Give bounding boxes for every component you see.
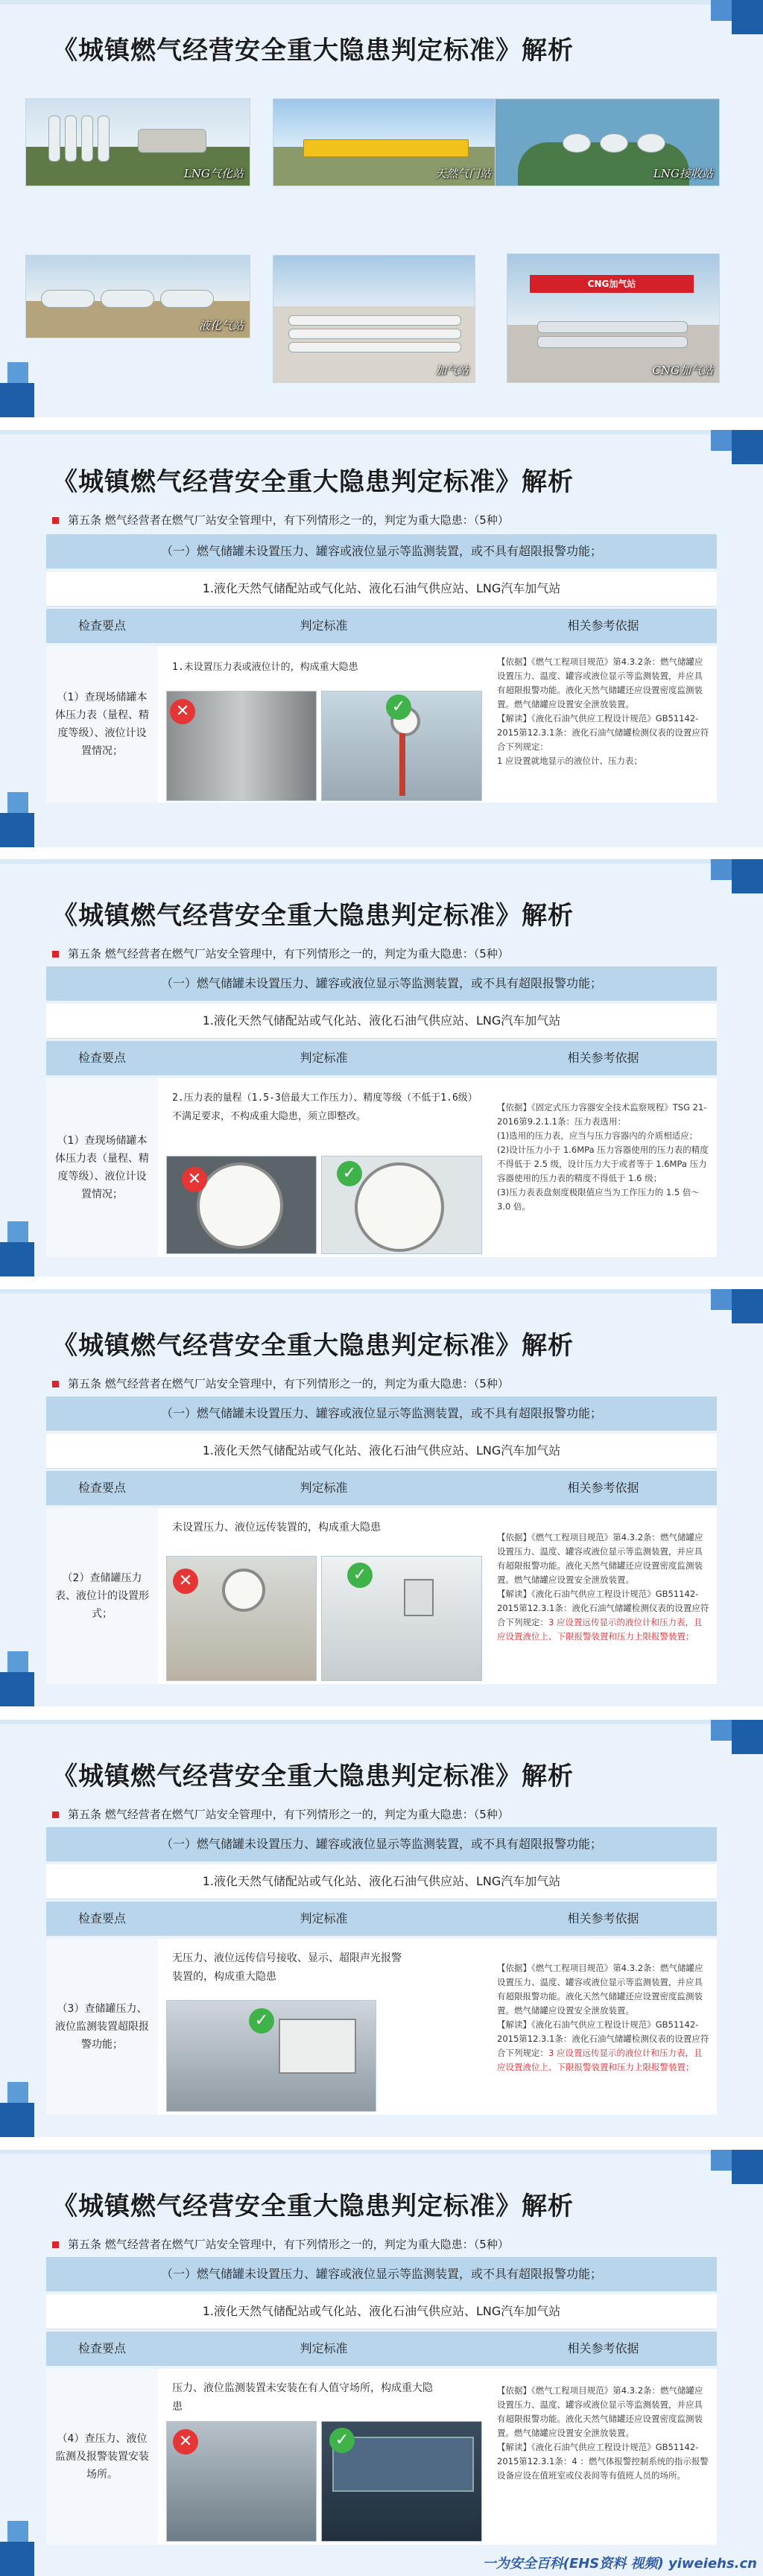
reference-highlight: 3 应设置远传显示的液位计和压力表，且应设置液位上、下限报警装置和压力上限报警装置； xyxy=(497,1617,703,1642)
corner-decoration xyxy=(711,0,732,21)
bullet-icon xyxy=(52,517,59,524)
reference-text: 【依据】《燃气工程项目规范》第4.3.2条：燃气储罐应设置压力、温度、罐容或液位显示等监测装置，并应具有超限报警功能。液化天然气储罐还应设置密度监测装置。燃气储罐应设置安全泄放装置。 【解读】《液化石油气供应工程设计规范》GB51142-2015第12.3.1条：液化石油气储罐检测仪表的设置应符合下列规定： xyxy=(497,1532,709,1627)
table-header xyxy=(46,1041,717,1075)
bullet-icon xyxy=(52,1811,59,1818)
reference-cell xyxy=(490,2369,717,2545)
slide-1 xyxy=(0,0,763,417)
reference-text: 【依据】《燃气工程项目规范》第4.3.2条：燃气储罐应设置压力、温度、罐容或液位显示等监测装置，并应具有超限报警功能。液化天然气储罐还应设置密度监测装置。燃气储罐应设置安全泄放装置。 【解读】《液化石油气供应工程设计规范》GB51142-2015第12.3.1条：液化石油气储罐检测仪表的设置应符合下列规定： 1 应设置就地显示的液位计、压力表； xyxy=(497,656,709,766)
criteria-text: 未设置压力、液位远传装置的，构成重大隐患 xyxy=(172,1522,381,1534)
check-mark-icon: ✓ xyxy=(329,2428,355,2453)
page-title: 《城镇燃气经营安全重大隐患判定标准》解析 xyxy=(52,467,574,497)
table-header xyxy=(46,2332,717,2366)
check-mark-icon: ✓ xyxy=(386,694,411,720)
reference-text: 【依据】《固定式压力容器安全技术监察规程》TSG 21-2016第9.2.1.1条：压力表选用： (1)选用的压力表，应当与压力容器内的介质相适应；(2)设计压力小于 1.6MPa 压力容器使用的压力表的精度不得低于 2.5 级，设计压力大于或者等于 1.6MPa 压力容器使用的压力表的精度不得低于 1.6 级； (3)压力表表盘刻度极限值应当为工作压力的 1.5 倍～3.0 倍。 xyxy=(497,1102,709,1212)
photo-gas-filling-station xyxy=(273,255,475,383)
bullet-icon xyxy=(52,1381,59,1387)
scope-bar: 1.液化天然气储配站或气化站、液化石油气供应站、LNG汽车加气站 xyxy=(46,1434,717,1469)
photo-tank-with-gauge xyxy=(321,691,482,801)
photo-caption: LNG气化站 xyxy=(183,167,244,180)
page-title: 《城镇燃气经营安全重大隐患判定标准》解析 xyxy=(52,2192,574,2221)
slide-2 xyxy=(0,430,763,847)
slide-5 xyxy=(0,1720,763,2137)
header-reference: 相关参考依据 xyxy=(567,1051,639,1065)
header-criteria: 判定标准 xyxy=(300,1911,348,1925)
bullet-icon xyxy=(52,2241,59,2248)
header-reference: 相关参考依据 xyxy=(567,1911,639,1925)
slide-3 xyxy=(0,859,763,1276)
reference-highlight: 3 应设置远传显示的液位计和压力表，且应设置液位上、下限报警装置和压力上限报警装置； xyxy=(497,2048,703,2072)
page-title: 《城镇燃气经营安全重大隐患判定标准》解析 xyxy=(52,36,574,66)
criteria-cell xyxy=(162,2369,486,2545)
article-text: 第五条 燃气经营者在燃气厂站安全管理中，有下列情形之一的，判定为重大隐患：（5种） xyxy=(68,1808,509,1821)
scope-bar: 1.液化天然气储配站或气化站、液化石油气供应站、LNG汽车加气站 xyxy=(46,2294,717,2329)
check-point-cell: （2）查储罐压力表、液位计的设置形式； xyxy=(46,1508,158,1684)
criteria-text: 2.压力表的量程（1.5-3倍最大工作压力）、精度等级（不低于1.6级）不满足要求，不构成重大隐患，须立即整改。 xyxy=(172,1092,478,1122)
article-text: 第五条 燃气经营者在燃气厂站安全管理中，有下列情形之一的，判定为重大隐患：（5种） xyxy=(68,947,509,961)
corner-decoration xyxy=(7,362,28,383)
photo-natural-gas-gate-station xyxy=(273,98,498,186)
corner-decoration xyxy=(0,383,34,417)
corner-decoration xyxy=(732,1720,763,1754)
photo-caption: 天然气门站 xyxy=(434,167,491,180)
header-criteria: 判定标准 xyxy=(300,1051,348,1065)
corner-decoration xyxy=(7,792,28,813)
corner-decoration xyxy=(711,2150,732,2171)
reference-cell xyxy=(490,1508,717,1684)
reference-cell xyxy=(490,1939,717,2115)
corner-decoration xyxy=(0,2542,34,2576)
photo-lpg-station xyxy=(25,255,250,338)
scope-bar: 1.液化天然气储配站或气化站、液化石油气供应站、LNG汽车加气站 xyxy=(46,1864,717,1899)
table-row xyxy=(46,2369,717,2545)
station-sign: CNG加气站 xyxy=(530,275,694,293)
corner-decoration xyxy=(7,1221,28,1242)
corner-decoration xyxy=(732,1289,763,1323)
corner-decoration xyxy=(0,1672,34,1706)
corner-decoration xyxy=(732,430,763,464)
photo-caption: LNG接收站 xyxy=(653,167,713,180)
corner-decoration xyxy=(7,2082,28,2103)
header-check-points: 检查要点 xyxy=(77,1481,126,1495)
header-check-points: 检查要点 xyxy=(77,2341,126,2355)
corner-decoration xyxy=(0,2103,34,2137)
check-point-cell: （1）查现场储罐本体压力表（量程、精度等级）、液位计设置情况； xyxy=(46,1078,158,1257)
photo-gauge-wrong-range xyxy=(166,1156,317,1254)
table-header xyxy=(46,1902,717,1936)
subheading-bar: （一）燃气储罐未设置压力、罐容或液位显示等监测装置，或不具有超限报警功能； xyxy=(46,2257,717,2291)
cross-mark-icon: ✕ xyxy=(170,699,195,724)
header-reference: 相关参考依据 xyxy=(567,618,639,633)
cross-mark-icon: ✕ xyxy=(182,1167,207,1192)
photo-caption: CNG加气站 xyxy=(652,364,713,377)
check-point-cell: （4）查压力、液位监测及报警装置安装场所。 xyxy=(46,2369,158,2545)
corner-decoration xyxy=(732,0,763,34)
table-row xyxy=(46,1078,717,1257)
article-text: 第五条 燃气经营者在燃气厂站安全管理中，有下列情形之一的，判定为重大隐患：（5种） xyxy=(68,1377,509,1390)
header-check-points: 检查要点 xyxy=(77,1051,126,1065)
page-title: 《城镇燃气经营安全重大隐患判定标准》解析 xyxy=(52,901,574,931)
photo-lng-gasification-station xyxy=(25,98,250,186)
photo-caption: 加气站 xyxy=(434,364,469,377)
header-reference: 相关参考依据 xyxy=(567,1481,639,1495)
check-point-cell: （1）查现场储罐本体压力表（量程、精度等级）、液位计设置情况； xyxy=(46,646,158,803)
page-title: 《城镇燃气经营安全重大隐患判定标准》解析 xyxy=(52,1331,574,1361)
corner-decoration xyxy=(711,859,732,880)
photo-lng-receiving-station xyxy=(495,98,720,186)
criteria-text: 压力、液位监测装置未安装在有人值守场所，构成重大隐患 xyxy=(172,2382,433,2413)
article-text: 第五条 燃气经营者在燃气厂站安全管理中，有下列情形之一的，判定为重大隐患：（5种） xyxy=(68,513,509,527)
article-line xyxy=(52,2236,509,2252)
corner-decoration xyxy=(0,813,34,847)
criteria-text: 1.未设置压力表或液位计的，构成重大隐患 xyxy=(172,662,358,673)
subheading-bar: （一）燃气储罐未设置压力、罐容或液位显示等监测装置，或不具有超限报警功能； xyxy=(46,966,717,1001)
article-line xyxy=(52,1376,509,1391)
table-header xyxy=(46,1471,717,1505)
corner-decoration xyxy=(711,430,732,451)
header-criteria: 判定标准 xyxy=(300,618,348,633)
slide-6 xyxy=(0,2150,763,2576)
subheading-bar: （一）燃气储罐未设置压力、罐容或液位显示等监测装置，或不具有超限报警功能； xyxy=(46,534,717,569)
corner-decoration xyxy=(732,859,763,893)
criteria-cell xyxy=(162,1508,486,1684)
photo-gauge-correct-range xyxy=(321,1156,482,1254)
reference-text: 【依据】《燃气工程项目规范》第4.3.2条：燃气储罐应设置压力、温度、罐容或液位显示等监测装置，并应具有超限报警功能。液化天然气储罐还应设置密度监测装置。燃气储罐应设置安全泄放装置。 【解读】《液化石油气供应工程设计规范》GB51142-2015第12.3.1条：液化石油气储罐检测仪表的设置应符合下列规定： xyxy=(497,1963,709,2058)
photo-cng-station xyxy=(507,253,720,383)
article-line xyxy=(52,512,509,528)
criteria-cell xyxy=(162,1078,486,1257)
cross-mark-icon: ✕ xyxy=(173,2429,198,2455)
reference-cell xyxy=(490,1078,717,1257)
check-point-cell: （3）查储罐压力、液位监测装置超限报警功能； xyxy=(46,1939,158,2115)
criteria-cell xyxy=(162,646,486,803)
header-reference: 相关参考依据 xyxy=(567,2341,639,2355)
bullet-icon xyxy=(52,951,59,958)
corner-decoration xyxy=(7,2521,28,2542)
criteria-cell xyxy=(162,1939,486,2115)
article-line xyxy=(52,1806,509,1822)
photo-local-gauge-only xyxy=(166,1556,317,1681)
scope-bar: 1.液化天然气储配站或气化站、液化石油气供应站、LNG汽车加气站 xyxy=(46,572,717,607)
scope-bar: 1.液化天然气储配站或气化站、液化石油气供应站、LNG汽车加气站 xyxy=(46,1004,717,1039)
photo-caption: 液化气站 xyxy=(198,319,244,332)
check-mark-icon: ✓ xyxy=(249,2008,274,2034)
photo-remote-transmitter xyxy=(321,1556,482,1681)
footer-watermark-link[interactable]: 一为安全百科(EHS资料 视频) yiweiehs.cn xyxy=(482,2556,757,2572)
article-text: 第五条 燃气经营者在燃气厂站安全管理中，有下列情形之一的，判定为重大隐患：（5种） xyxy=(68,2238,509,2251)
table-row xyxy=(46,646,717,803)
cross-mark-icon: ✕ xyxy=(173,1569,198,1594)
photo-monitoring-room xyxy=(321,2421,482,2542)
table-header xyxy=(46,609,717,643)
header-check-points: 检查要点 xyxy=(77,618,126,633)
header-check-points: 检查要点 xyxy=(77,1911,126,1925)
check-mark-icon: ✓ xyxy=(337,1161,362,1186)
corner-decoration xyxy=(711,1720,732,1741)
table-row xyxy=(46,1939,717,2115)
reference-text: 【依据】《燃气工程项目规范》第4.3.2条：燃气储罐应设置压力、温度、罐容或液位显示等监测装置，并应具有超限报警功能。液化天然气储罐还应设置密度监测装置。燃气储罐应设置安全泄放装置。 【解读】《液化石油气供应工程设计规范》GB51142-2015第12.3.1条：4 ：燃气体报警控制系统的指示报警设备应设在值班室或仪表间等有值班人员的场所。 xyxy=(497,2385,709,2481)
check-mark-icon: ✓ xyxy=(347,1563,373,1588)
corner-decoration xyxy=(0,1242,34,1276)
photo-alarm-control-room xyxy=(166,2000,376,2112)
criteria-text: 无压力、液位远传信号接收、显示、超限声光报警装置的，构成重大隐患 xyxy=(172,1952,402,1983)
photo-tank-without-gauge xyxy=(166,691,317,801)
header-criteria: 判定标准 xyxy=(300,2341,348,2355)
subheading-bar: （一）燃气储罐未设置压力、罐容或液位显示等监测装置，或不具有超限报警功能； xyxy=(46,1396,717,1431)
corner-decoration xyxy=(7,1651,28,1672)
table-row xyxy=(46,1508,717,1684)
slide-4 xyxy=(0,1289,763,1706)
reference-cell xyxy=(490,646,717,803)
page-title: 《城镇燃气经营安全重大隐患判定标准》解析 xyxy=(52,1762,574,1791)
subheading-bar: （一）燃气储罐未设置压力、罐容或液位显示等监测装置，或不具有超限报警功能； xyxy=(46,1827,717,1861)
article-line xyxy=(52,946,509,961)
corner-decoration xyxy=(732,2150,763,2184)
corner-decoration xyxy=(711,1289,732,1310)
photo-unattended-panel xyxy=(166,2421,317,2542)
header-criteria: 判定标准 xyxy=(300,1481,348,1495)
